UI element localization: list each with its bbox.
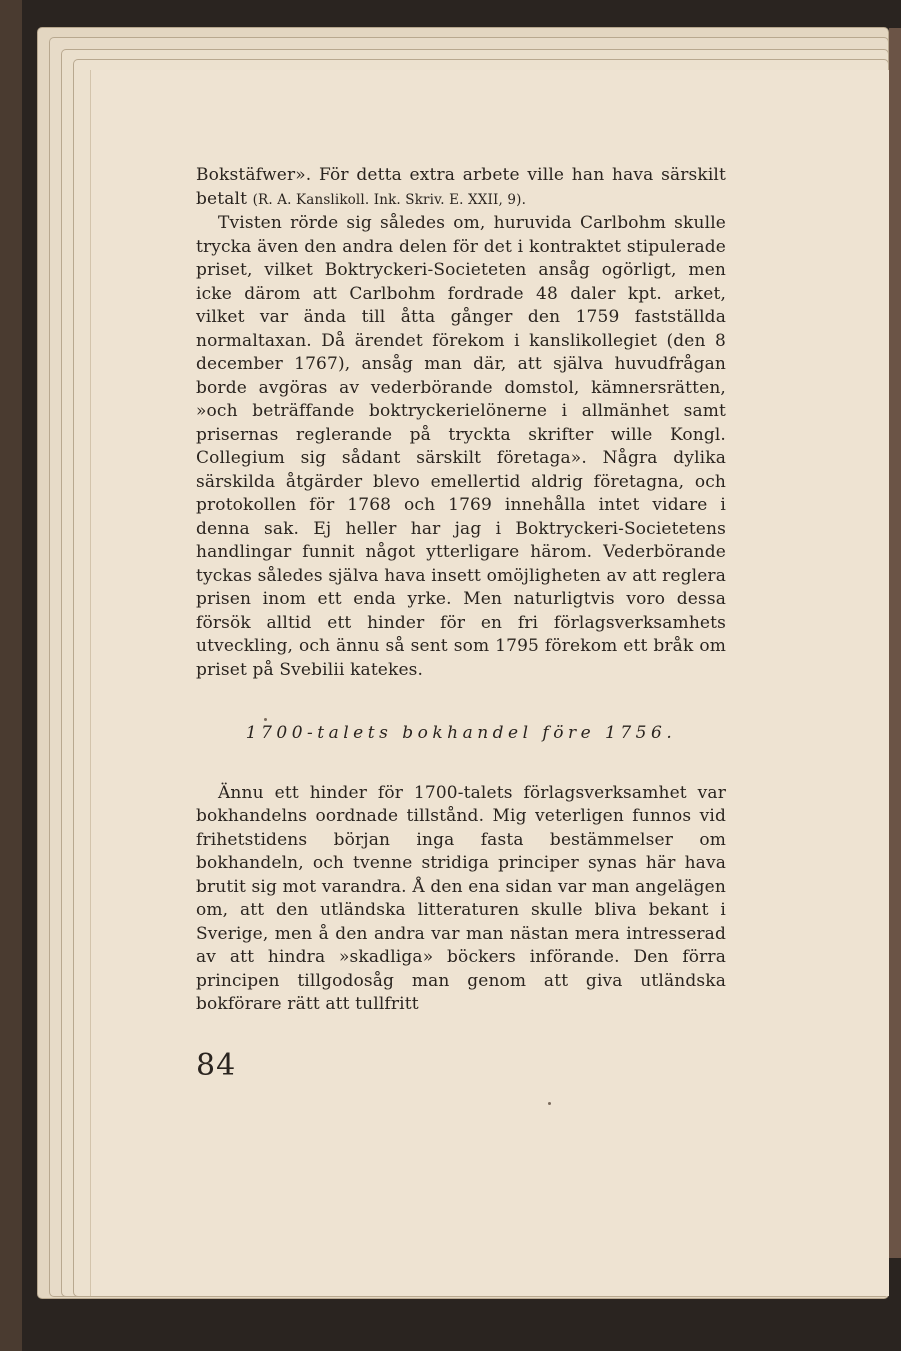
- paragraph-text: Bokstäfwer». För detta extra arbete ville han hava särskilt betalt: [196, 165, 726, 209]
- citation: (R. A. Kanslikoll. Ink. Skriv. E. XXII, 9).: [252, 191, 527, 208]
- paragraph: [196, 164, 726, 212]
- paragraph: Ännu ett hinder för 1700-talets förlagsverksamhet var bokhandelns oordnade tillstånd. Mig veterligen funnos vid frihetstidens början inga fasta bestämmelser om bokhandeln, och tvenne stridiga principer synas här hava brutit sig mot varandra. Å den ena sidan var man angelägen om, att den utländska litteraturen skulle bliva bekant i Sverige, men å den andra var man nästan mera intresserad av att hindra »skadliga» böckers införande. Den förra principen tillgodosåg man genom att giva utländska bokförare rätt att tullfritt: [196, 782, 726, 1014]
- paragraph: Tvisten rörde sig således om, huruvida Carlbohm skulle trycka även den andra delen för det i kontraktet stipulerade priset, vilket Boktryckeri-Societeten ansåg ogörligt, men icke därom att Carlbohm fordrade 48 daler kpt. arket, vilket var ända till åtta gånger den 1759 fastställda normaltaxan. Då ärendet förekom i kanslikollegiet (den 8 december 1767), ansåg man där, att själva huvudfrågan borde avgöras av vederbörande domstol, kämnersrätten, »och beträffande boktryckerielönerne i allmänhet samt prisernas reglerande på tryckta skrifter wille Kongl. Collegium sig sådant särskilt företaga». Några dylika särskilda åtgärder blevo emellertid aldrig företagna, och protokollen för 1768 och 1769 innehålla intet vidare i denna sak. Ej heller har jag i Boktryckeri-Societetens handlingar funnit något ytterligare härom. Vederbörande tyckas således själva hava insett omöjligheten av att reglera prisen inom ett enda yrke. Men naturligtvis voro dessa försök alltid ett hinder för en fri förlagsverksamhets utveckling, och ännu så sent som 1795 förekom ett bråk om priset på Svebilii katekes.: [196, 213, 726, 680]
- section-heading: 1700-talets bokhandel före 1756.: [245, 723, 677, 743]
- paper-speck: [548, 1102, 551, 1105]
- page-text: [196, 164, 726, 1017]
- adjacent-book-edge: [889, 28, 901, 1258]
- book-spine: [0, 0, 22, 1351]
- paper-speck: [264, 718, 267, 721]
- page-number: 84: [196, 1048, 237, 1083]
